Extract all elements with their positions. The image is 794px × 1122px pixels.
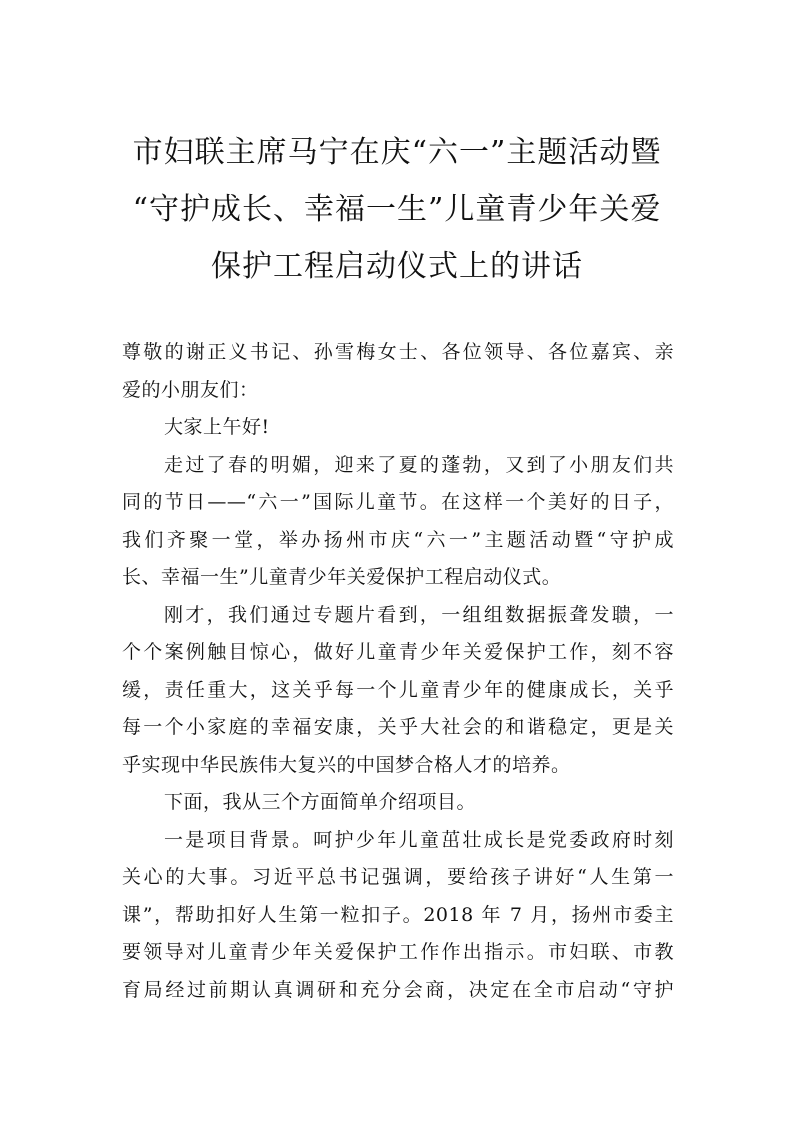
paragraph-line: 爱的小朋友们：	[122, 378, 259, 401]
paragraph-line: 缓，责任重大，这关乎每一个儿童青少年的健康成长，关乎	[122, 678, 674, 701]
document-title	[100, 124, 694, 295]
paragraph-line: 尊敬的谢正义书记、孙雪梅女士、各位领导、各位嘉宾、亲	[122, 341, 674, 363]
paragraph-line: 课”，帮助扣好人生第一粒扣子。2018 年 7 月，扬州市委主	[122, 903, 674, 926]
paragraph-line: 要领导对儿童青少年关爱保护工作作出指示。市妇联、市教	[122, 941, 674, 963]
paragraph	[122, 822, 674, 1010]
title-line: “守护成长、幸福一生”儿童青少年关爱	[132, 192, 662, 227]
paragraph-line: 育局经过前期认真调研和充分会商，决定在全市启动“守护	[122, 978, 674, 1001]
document-body	[122, 334, 674, 1009]
paragraph	[122, 447, 674, 597]
paragraph-line: 一是项目背景。呵护少年儿童茁壮成长是党委政府时刻	[164, 828, 674, 851]
title-line: 市妇联主席马宁在庆“六一”主题活动暨	[132, 135, 662, 170]
paragraph-line: 长、幸福一生”儿童青少年关爱保护工程启动仪式。	[122, 566, 562, 588]
paragraph-line: 走过了春的明媚，迎来了夏的蓬勃，又到了小朋友们共	[164, 453, 674, 476]
paragraph	[122, 784, 674, 822]
paragraph-line: 关心的大事。习近平总书记强调，要给孩子讲好“人生第一	[122, 866, 674, 888]
paragraph-line: 刚才，我们通过专题片看到，一组组数据振聋发聩，一	[164, 603, 674, 626]
paragraph-line: 大家上午好!	[164, 416, 270, 438]
paragraph	[122, 597, 674, 785]
paragraph-line: 同的节日——“六一”国际儿童节。在这样一个美好的日子，	[122, 491, 674, 513]
paragraph-line: 每一个小家庭的幸福安康，关乎大社会的和谐稳定，更是关	[122, 716, 674, 738]
paragraph-line: 下面，我从三个方面简单介绍项目。	[164, 791, 477, 813]
paragraph-line: 我们齐聚一堂，举办扬州市庆“六一”主题活动暨“守护成	[122, 528, 674, 551]
paragraph-line: 乎实现中华民族伟大复兴的中国梦合格人才的培养。	[122, 753, 571, 776]
paragraph-line: 个个案例触目惊心，做好儿童青少年关爱保护工作，刻不容	[122, 641, 674, 663]
paragraph	[122, 409, 674, 447]
paragraph	[122, 334, 674, 409]
title-line: 保护工程启动仪式上的讲话	[211, 249, 583, 284]
